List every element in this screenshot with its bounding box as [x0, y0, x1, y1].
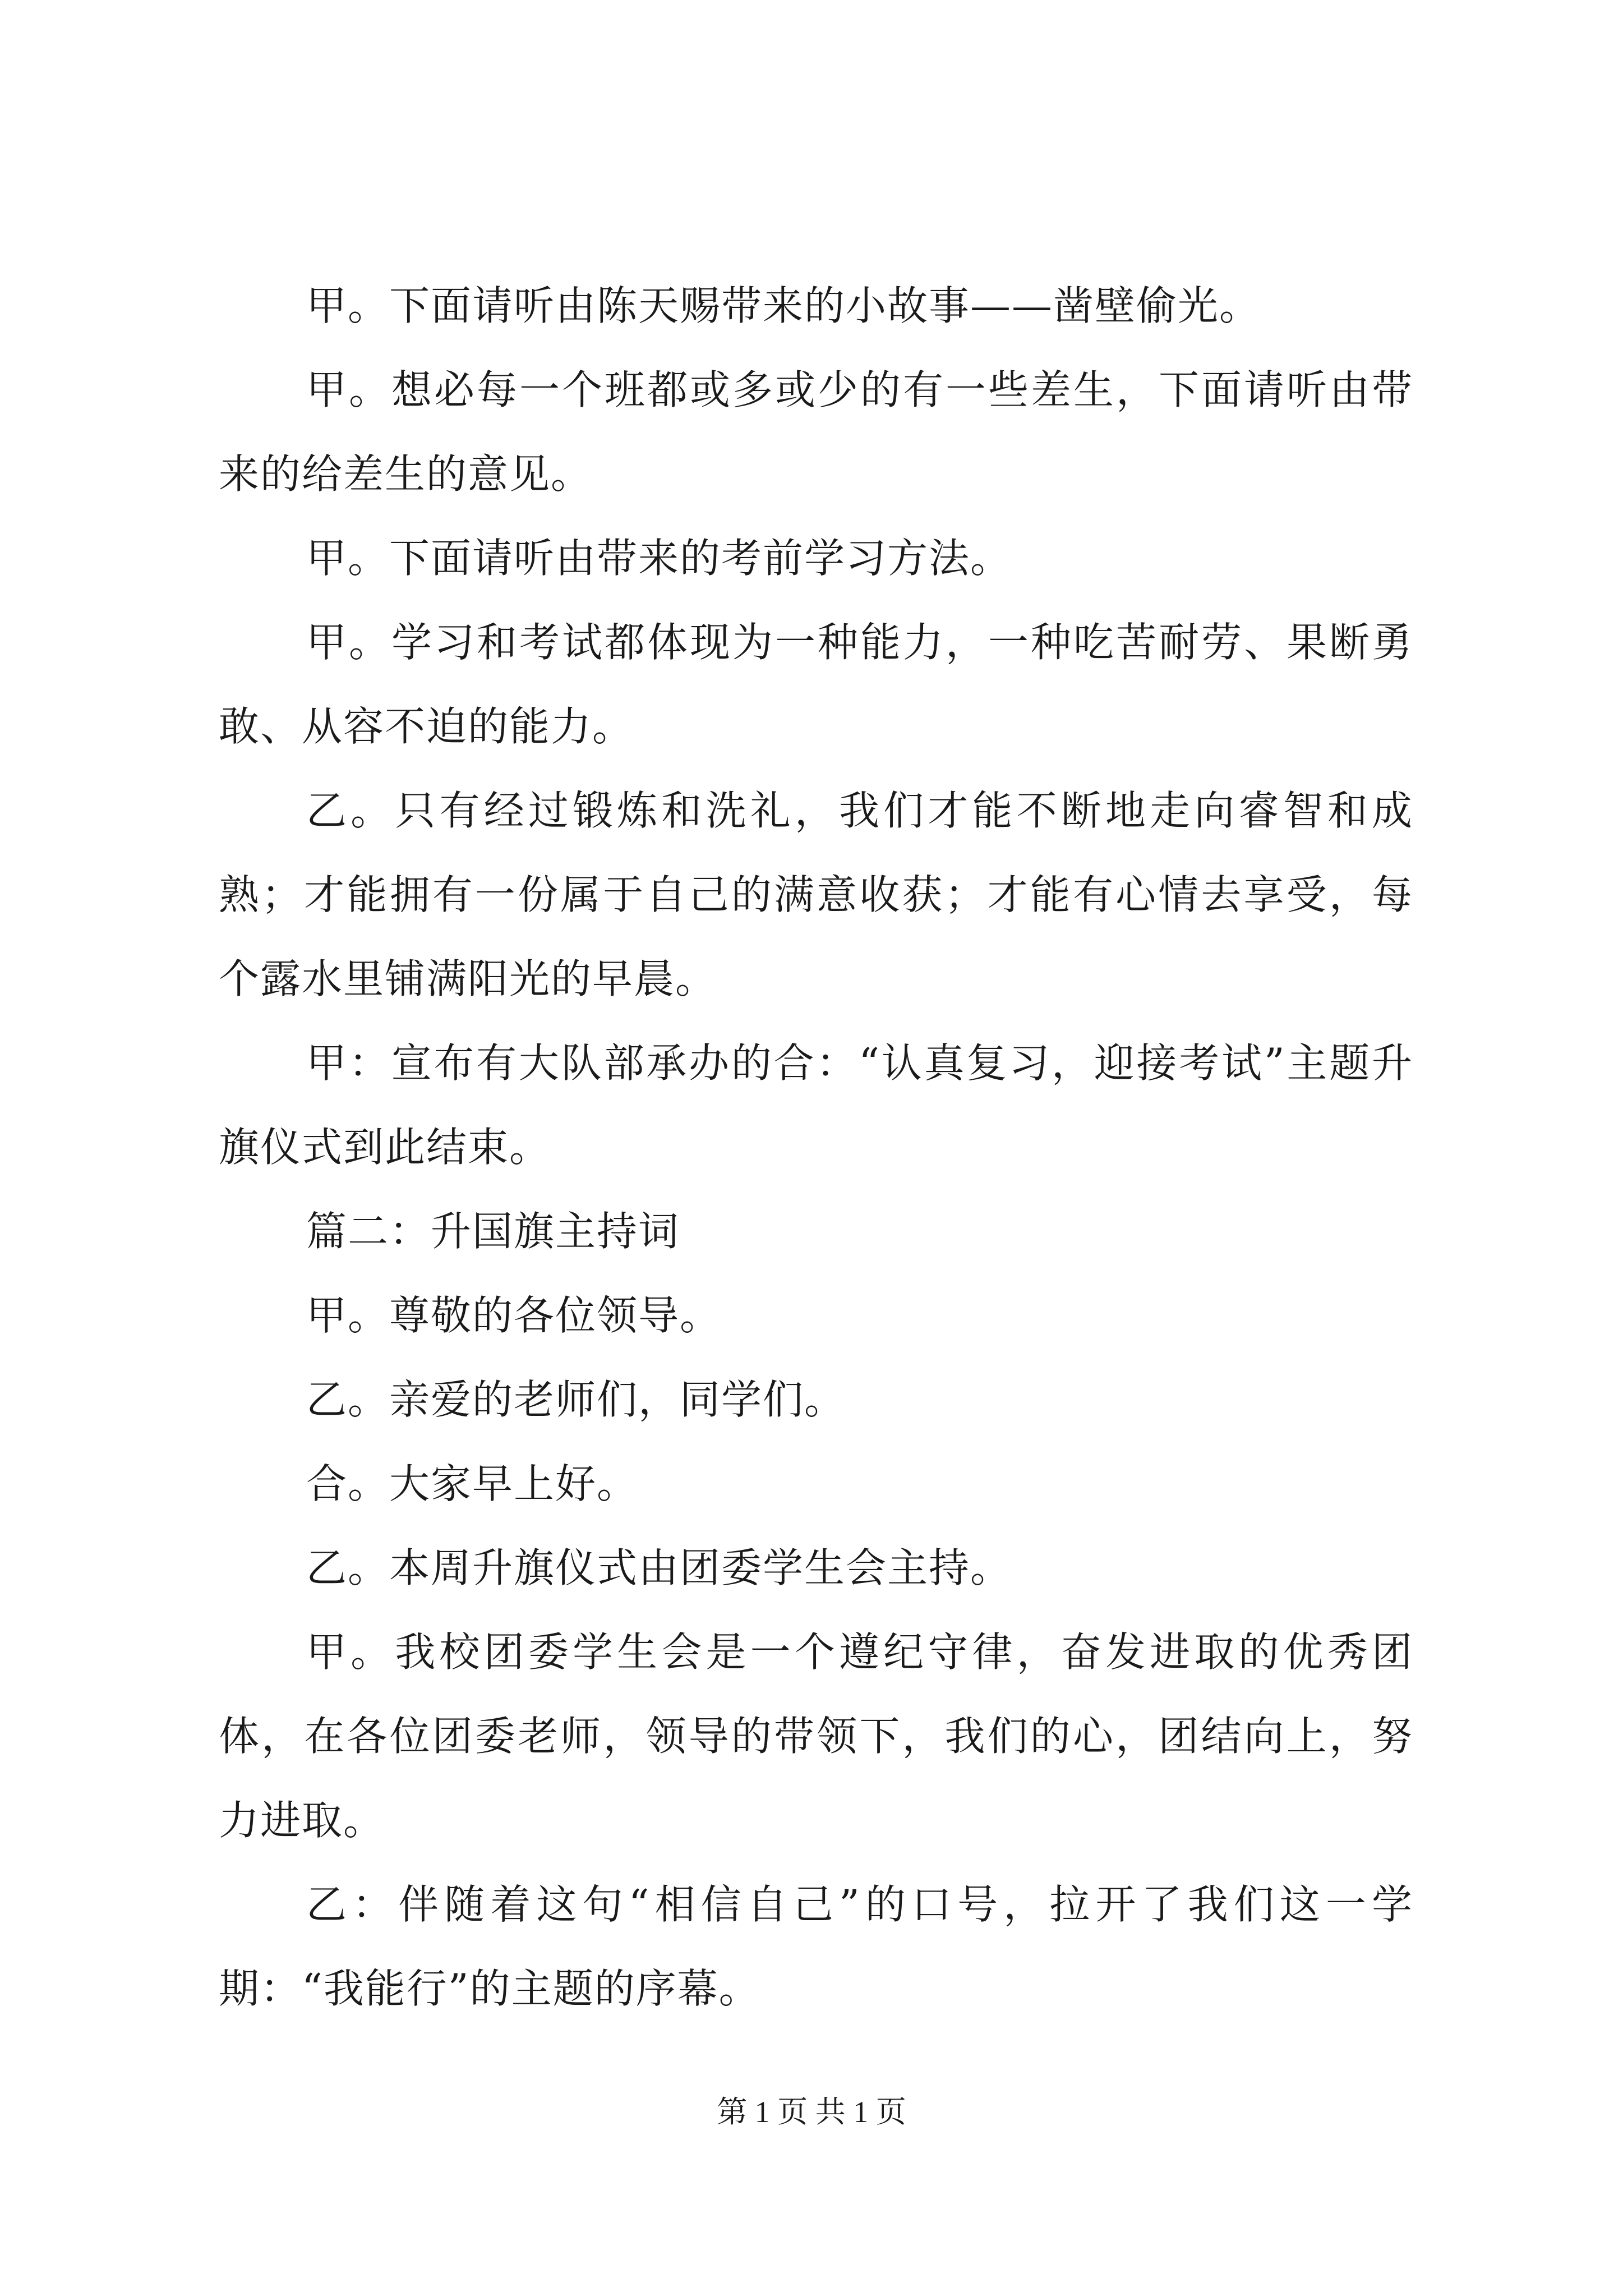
- paragraph: 乙。只有经过锻炼和洗礼，我们才能不断地走向睿智和成熟；才能拥有一份属于自己的满意收获；才能有心情去享受，每个露水里铺满阳光的早晨。: [219, 787, 1413, 1002]
- paragraph: 甲：宣布有大队部承办的合：“认真复习，迎接考试”主题升旗仪式到此结束。: [219, 1039, 1413, 1171]
- document-body: [219, 264, 1413, 2031]
- page-number-footer: 第 1 页 共 1 页: [717, 2095, 906, 2129]
- paragraph: 甲。我校团委学生会是一个遵纪守律，奋发进取的优秀团体，在各位团委老师，领导的带领下，我们的心，团结向上，努力进取。: [219, 1628, 1413, 1844]
- paragraph: 甲。尊敬的各位领导。: [306, 1292, 722, 1339]
- paragraph: 乙。亲爱的老师们，同学们。: [306, 1376, 846, 1423]
- paragraph: 甲。下面请听由陈天赐带来的小故事——凿壁偷光。: [306, 282, 1261, 329]
- paragraph: 乙：伴随着这句“相信自己”的口号，拉开了我们这一学期：“我能行”的主题的序幕。: [219, 1881, 1413, 2012]
- paragraph: 合。大家早上好。: [306, 1460, 639, 1507]
- paragraph: 甲。想必每一个班都或多或少的有一些差生，下面请听由带来的给差生的意见。: [219, 366, 1413, 498]
- paragraph: 甲。学习和考试都体现为一种能力，一种吃苦耐劳、果断勇敢、从容不迫的能力。: [219, 619, 1413, 750]
- paragraph: 乙。本周升旗仪式由团委学生会主持。: [306, 1544, 1012, 1591]
- section-heading: 篇二：升国旗主持词: [306, 1208, 680, 1255]
- paragraph: 甲。下面请听由带来的考前学习方法。: [306, 535, 1012, 582]
